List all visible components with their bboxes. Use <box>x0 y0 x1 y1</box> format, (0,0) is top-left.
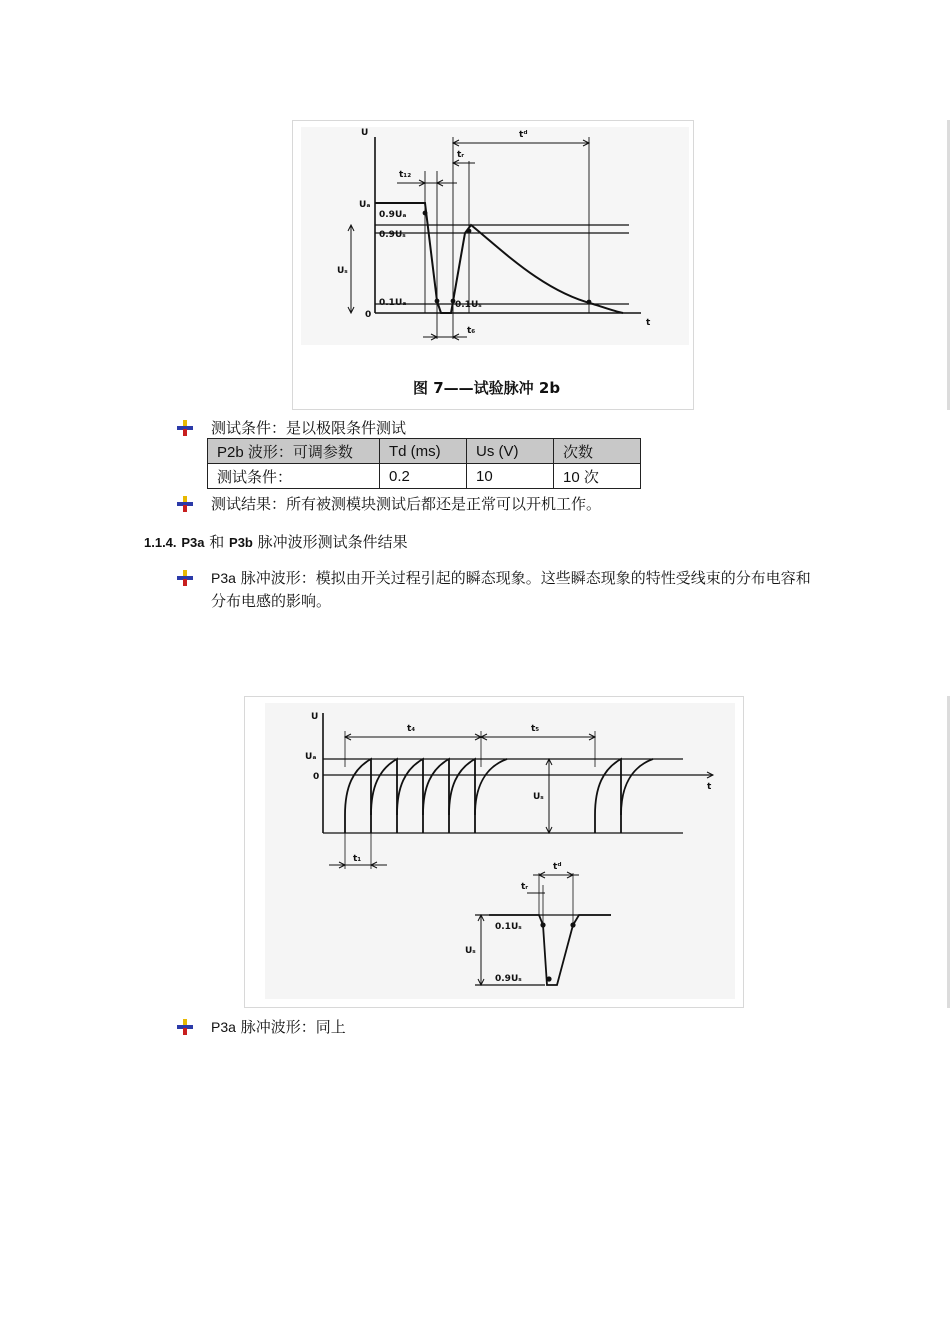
p3a-prefix: P3a <box>211 570 236 586</box>
p3a-description-text: 脉冲波形：模拟由开关过程引起的瞬态现象。这些瞬态现象的特性受线束的分布电容和分布电感的影响。 <box>211 569 811 610</box>
section-heading <box>144 532 408 553</box>
section-number: 1.1.4. <box>144 535 177 550</box>
us90-label: 0.9Uₛ <box>495 974 522 984</box>
table-header-row <box>208 439 641 464</box>
table-row <box>208 464 641 489</box>
tr-label: tᵣ <box>521 882 529 892</box>
t-axis-label: t <box>646 318 651 328</box>
us90-label: 0.9Uₛ <box>379 230 406 240</box>
table-cell: 测试条件： <box>208 464 380 489</box>
section-p3b: P3b <box>229 535 253 550</box>
figure-pulse-3 <box>244 696 744 1008</box>
bullet-icon <box>176 1019 194 1035</box>
us-label: Uₛ <box>337 266 348 276</box>
bullet-icon <box>176 496 194 512</box>
zero-label: 0 <box>313 772 320 782</box>
t4-label: t₄ <box>407 724 416 734</box>
bullet-icon <box>176 570 194 586</box>
p3a-same-note <box>211 1017 346 1037</box>
t6-label: t₆ <box>467 326 476 336</box>
figure-pulse-2b <box>292 120 694 410</box>
table-header-cell: Us (V) <box>467 439 554 464</box>
us-vertical-label: Uₛ <box>465 946 476 956</box>
table-cell: 10 次 <box>554 464 641 489</box>
test-condition-text: 测试条件：是以极限条件测试 <box>211 419 407 437</box>
figure1-caption: 图 7——试验脉冲 2b <box>413 379 561 397</box>
section-and: 和 <box>209 533 225 551</box>
table-header-cell: Td (ms) <box>380 439 467 464</box>
td-label: tᵈ <box>553 862 562 872</box>
us10-label: 0.1Uₛ <box>495 922 522 932</box>
parameter-table <box>207 438 641 489</box>
table-cell: 0.2 <box>380 464 467 489</box>
u-axis-label: U <box>311 712 319 722</box>
table-header-cell: 次数 <box>554 439 641 464</box>
td-label: tᵈ <box>519 130 528 140</box>
ua-label: Uₐ <box>305 752 317 762</box>
tr-label: tᵣ <box>457 150 465 160</box>
section-rest: 脉冲波形测试条件结果 <box>257 533 408 551</box>
us-label: Uₛ <box>533 792 544 802</box>
table-header-cell: P2b 波形：可调参数 <box>208 439 380 464</box>
t5-label: t₅ <box>531 724 540 734</box>
section-p3a: P3a <box>181 535 205 550</box>
ua10-label: 0.1Uₐ <box>379 298 407 308</box>
bullet-icon <box>176 420 194 436</box>
t1-label: t₁ <box>353 854 362 864</box>
ua-label: Uₐ <box>359 200 371 210</box>
t12-label: t₁₂ <box>399 170 412 180</box>
us10-label: 0.1Uₛ <box>455 300 482 310</box>
p3a-same-text: 脉冲波形：同上 <box>240 1018 346 1036</box>
table-cell: 10 <box>467 464 554 489</box>
p3a-prefix: P3a <box>211 1019 236 1035</box>
origin-label: 0 <box>365 310 372 320</box>
ua90-label: 0.9Uₐ <box>379 210 407 220</box>
p3a-description <box>211 567 811 613</box>
test-result-text: 测试结果：所有被测模块测试后都还是正常可以开机工作。 <box>211 495 602 513</box>
t-axis-label: t <box>707 782 712 792</box>
u-axis-label: U <box>361 128 369 138</box>
